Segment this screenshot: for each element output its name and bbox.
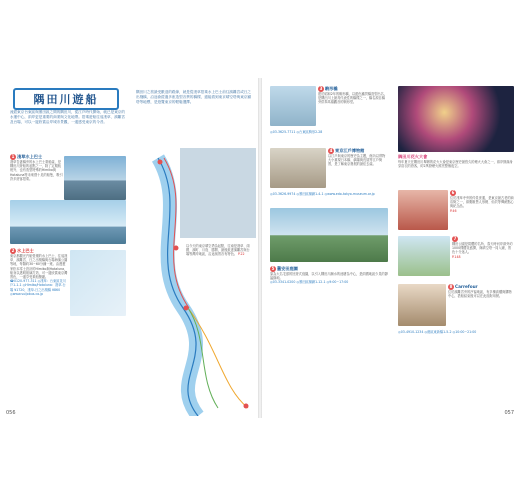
item8-text: 位於濱離宮旁的汐留地區，有多棟高樓與購物中心，搭船結束後可以在此逛街用餐。 (448, 290, 512, 299)
item-yasuda-garden: 5 舊安田庭園 原為大名宅邸的回遊式庭園，以引入隅田川潮水的池塘為中心，是兩國地區少見的靜謐綠地。 ◎03-3341-0200 ◎墨田區橫網1-12-1 ◎9:00~17:00 (270, 266, 388, 285)
item4-info: ◎03-3626-9974 ◎墨田區橫網1-4-1 ◎www.edo-tokyo-museum.or.jp (270, 192, 375, 196)
map-ref: P.22 (238, 252, 245, 257)
item2-text: 東京都觀光汽船營運的水上巴士，往返淺草、濱離宮、日之出棧橋與台場海濱公園等地，每隔約30~60分鐘一班。由漫畫家松本零士設計的Himiko與Hotaluna，船身以透明玻璃打造，可一邊欣賞東京灣景色，一邊享受乘船樂趣。 (10, 254, 68, 280)
museum-photo (270, 148, 326, 188)
page-title: 隅田川遊船 (13, 88, 119, 110)
item1-text: 淺草吾妻橋旁的水上巴士乘船處，是隅田川遊船的起點之一，除了定期航班外，也有造型特殊的Himiko與Hotaluna等未來感十足的船隻，吸引許多遊客搭乘。 (10, 160, 63, 181)
intro-text-a: 流經東京台東區與墨田區之間的隅田川，從江戶時代開始，就已是東京的水運中心，兩岸更是重要的商業與文化地帶。搭乘遊船往返淺草、濱離宮及台場，可以一邊欣賞沿岸城市景觀，一邊感受東京的今昔。 (10, 110, 125, 124)
item3-title: 駒形橋 (325, 86, 338, 91)
right-page (262, 78, 520, 418)
item8-title: Carrefour (455, 284, 478, 289)
garden-photo (270, 208, 388, 262)
item4-title: 東京江戶博物館 (335, 148, 365, 153)
item6-ref: P.46 (450, 208, 457, 213)
highlight-text: 每年夏天在隅田川舉辦的花火大會是東京歷史最悠久的煙火大會之一，兩岸擠滿身穿浴衣的遊客，約2萬發煙火照亮整個夜空。 (398, 160, 513, 169)
item1-title: 淺草水上巴士 (17, 154, 43, 159)
item2-title: 水上巴士 (17, 248, 34, 253)
water-bus-photo (10, 200, 126, 244)
item-asakusa: 1 淺草水上巴士 淺草吾妻橋旁的水上巴士乘船處，是隅田川遊船的起點之一，除了定期航班外，也有造型特殊的Himiko與Hotaluna等未來感十足的船隻，吸引許多遊客搭乘。 (10, 154, 63, 181)
park-photo (398, 236, 450, 276)
fireworks-photo (398, 86, 514, 152)
route-map (128, 148, 256, 416)
shop-photo (398, 284, 446, 326)
item3-text: 建於昭和2年的駒形橋，以藍色鐵拱橋造型出名，是隅田川上最具代表性的橋樑之一，橋名源自橋旁供奉馬頭觀音的駒形堂。 (318, 92, 387, 105)
page-number-right: 057 (504, 410, 514, 416)
asakusa-photo (64, 156, 126, 200)
item5-text: 原為大名宅邸的回遊式庭園，以引入隅田川潮水的池塘為中心，是兩國地區少見的靜謐綠地。 (270, 272, 388, 281)
item2-info: ☎0120-977-311 ◎淺草：台東區花川戶1-1-1 ◎Himiko/Hotaluna：淺草-台場 ¥1720，淺草-日之出棧橋 ¥860 ◎www.suijobus.co.jp (10, 279, 66, 296)
item5-title: 舊安田庭園 (277, 266, 298, 271)
map-note (186, 244, 250, 257)
item5-info: ◎03-3341-0200 ◎墨田區橫網1-12-1 ◎9:00~17:00 (270, 280, 349, 285)
item7-ref: P.148 (452, 254, 461, 259)
item6-text: 位於淺草寺旁的仲見世通，是東京最古老的商店街之一，兩側販售人形燒、仙貝等傳統點心與紀念品。 (450, 196, 514, 209)
highlight-fireworks (398, 154, 514, 168)
item-sumida-park: 7 隅田公園是賞櫻的名所，春天時河岸兩旁約1000棵櫻花盛開，與晴空塔一同入鏡，景色十分迷人。 P.148 (452, 236, 513, 259)
item7-text: 隅田公園是賞櫻的名所，春天時河岸兩旁約1000棵櫻花盛開，與晴空塔一同入鏡，景色十分迷人。 (452, 242, 513, 255)
boat-photo (70, 250, 126, 316)
item4-text: 以江戶與東京的歷史為主題，館內以實物大小重現日本橋、劇場與長屋等江戶街景，是了解東京發展的最佳去處。 (328, 154, 386, 167)
item3-info: ◎03-3625-7711 ◎台東區駒形2-28 (270, 130, 323, 134)
item8-info: ◎03-4910-1234 ◎港區東新橋1-5-2 ◎10:00~21:00 (398, 330, 477, 334)
item-carrefour: 8 Carrefour 位於濱離宮旁的汐留地區，有多棟高樓與購物中心，搭船結束後可以在此逛街用餐。 (448, 284, 514, 298)
bridge-photo (270, 86, 316, 126)
item-nakamise: 6 位於淺草寺旁的仲見世通，是東京最古老的商店街之一，兩側販售人形燒、仙貝等傳統點心與紀念品。 P.46 (450, 190, 514, 213)
page-number-left: 056 (6, 410, 16, 416)
book-spread (0, 78, 520, 418)
left-page (0, 78, 258, 418)
highlight-title: 隅田川花火大會 (398, 154, 428, 159)
intro-text-b: 隅田川之旅最受歡迎的路線，就是從淺草搭乘水上巴士前往濱離宮或日之出棧橋，沿途會經過多座造型各異的橋樑，還能看到東京晴空塔與東京鐵塔等地標，是遊覽東京的輕鬆選擇。 (136, 90, 251, 104)
item-water-bus: 2 水上巴士 東京都觀光汽船營運的水上巴士，往返淺草、濱離宮、日之出棧橋與台場海濱公園等地，每隔約30~60分鐘一班。由漫畫家松本零士設計的Himiko與Hotaluna，船身以透明玻璃打造，可一邊欣賞東京灣景色，一邊享受乘船樂趣。 ☎0120-977-311 ◎淺草：台東區花川戶1-1-1 ◎Himiko/Hotaluna：淺草-台場 ¥1720，淺草-日之出棧橋 ¥860 ◎www.suijobus.co.jp (10, 248, 68, 296)
map-note-text: 以今天的東京晴空塔為起點，往南是淺草、兩國、濱町、月島、勝鬨，最後抵達濱離宮與台場等灣岸地區，沿途風景各有特色。 (186, 244, 250, 257)
item-edo-museum: 4 東京江戶博物館 以江戶與東京的歷史為主題，館內以實物大小重現日本橋、劇場與長屋等江戶街景，是了解東京發展的最佳去處。 (328, 148, 388, 167)
nakamise-photo (398, 190, 448, 230)
item-komagata: 3 駒形橋 建於昭和2年的駒形橋，以藍色鐵拱橋造型出名，是隅田川上最具代表性的橋樑之一，橋名源自橋旁供奉馬頭觀音的駒形堂。 (318, 86, 387, 105)
